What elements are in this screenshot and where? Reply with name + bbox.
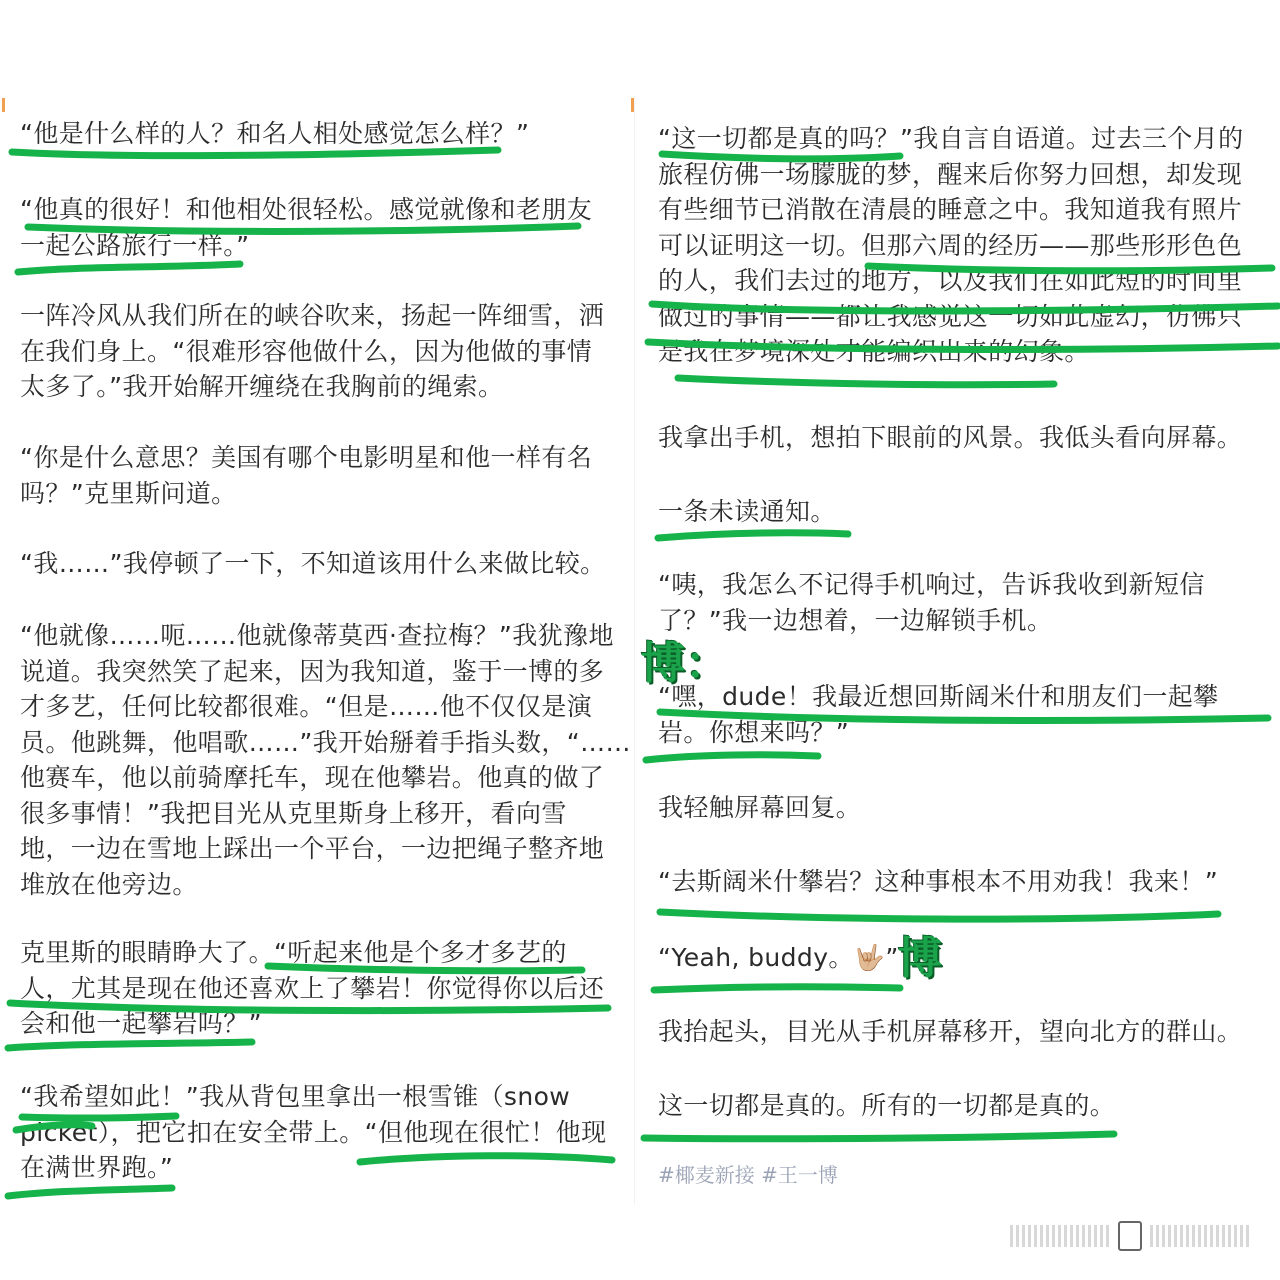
- text-line: 他赛车，他以前骑摩托车，现在他攀岩。他真的做了: [20, 763, 605, 792]
- text-line: 才多艺，任何比较都很难。“但是……他不仅仅是演: [20, 692, 593, 721]
- right-corner-mark: [631, 98, 634, 112]
- text-line: 会和他一起攀岩吗？”: [20, 1009, 262, 1038]
- text-line: 可以证明这一切。但那六周的经历——那些形形色色: [658, 230, 1243, 260]
- text-line: 了？”我一边想着，一边解锁手机。: [658, 605, 1053, 635]
- text-line: “他就像……呃……他就像蒂莫西·查拉梅？”我犹豫地: [20, 621, 614, 650]
- text-line: 员。他跳舞，他唱歌……”我开始掰着手指头数，“……: [20, 727, 631, 757]
- hashtag-line: #椰麦新接 #王一博: [658, 1163, 838, 1187]
- text-line: 一起公路旅行一样。”: [20, 230, 250, 260]
- paragraph: [20, 1079, 607, 1186]
- text-line: 在满世界跑。”: [20, 1153, 174, 1182]
- text-line: 岩。你想来吗？”: [658, 717, 850, 747]
- paragraph: [658, 121, 1244, 370]
- text-line: 一阵冷风从我们所在的峡谷吹来，扬起一阵细雪，洒: [20, 301, 605, 330]
- text-line: 我抬起头，目光从手机屏幕移开，望向北方的群山。: [658, 1017, 1243, 1046]
- text-line: 很多事情！”我把目光从克里斯身上移开，看向雪: [20, 798, 567, 828]
- text-line: 我轻触屏幕回复。: [658, 793, 862, 822]
- text-line: 堆放在他旁边。: [20, 869, 198, 899]
- text-line: “他真的很好！和他相处很轻松。感觉就像和老朋友: [20, 195, 593, 224]
- paragraph: [658, 567, 1205, 638]
- text-line: 我拿出手机，想拍下眼前的风景。我低头看向屏幕。: [658, 423, 1243, 452]
- annotation-bo: 博: [898, 933, 942, 984]
- paragraph: [658, 864, 1218, 900]
- paragraph: [20, 935, 604, 1042]
- text-line: 地，一边在雪地上踩出一个平台，一边把绳子整齐地: [20, 834, 605, 863]
- text-line: “嘿，dude！我最近想回斯阔米什和朋友们一起攀: [658, 682, 1219, 711]
- text-line: 在我们身上。“很难形容他做什么，因为他做的事情: [20, 336, 593, 366]
- paragraph: [20, 192, 592, 263]
- text-line: “他是什么样的人？和名人相处感觉怎么样？”: [20, 119, 530, 148]
- left-corner-mark: [2, 98, 5, 112]
- text-line: “咦，我怎么不记得手机响过，告诉我收到新短信: [658, 570, 1205, 599]
- right-page: [640, 0, 1280, 1280]
- text-line: 有些细节已消散在清晨的睡意之中。我知道我有照片: [658, 195, 1243, 224]
- text-line: 旅程仿佛一场朦胧的梦，醒来后你努力回想，却发现: [658, 159, 1243, 189]
- paragraph: [658, 790, 861, 826]
- annotation-bo-colon: 博：: [641, 638, 729, 689]
- text-line: 说道。我突然笑了起来，因为我知道，鉴于一博的多: [20, 656, 605, 686]
- watermark-bar-right: [1150, 1225, 1250, 1247]
- text-line: 太多了。”我开始解开缠绕在我胸前的绳索。: [20, 372, 504, 401]
- paragraph: [658, 940, 899, 976]
- paragraph: [20, 618, 631, 902]
- text-line: “我……”我停顿了一下，不知道该用什么来做比较。: [20, 549, 606, 578]
- text-line: 做过的事情——都让我感觉这一切如此虚幻，仿佛只: [658, 301, 1243, 331]
- text-line: 吗？”克里斯问道。: [20, 478, 237, 508]
- watermark-bar-left: [1010, 1225, 1110, 1247]
- paragraph: [658, 1014, 1242, 1050]
- text-line: “我希望如此！”我从背包里拿出一根雪锥（snow: [20, 1082, 571, 1111]
- paragraph: [658, 420, 1242, 456]
- text-line: picket），把它扣在安全带上。“但他现在很忙！他现: [20, 1117, 607, 1147]
- paragraph: [658, 1088, 1115, 1124]
- text-line: “Yeah, buddy。🤟🏼”: [658, 943, 899, 972]
- text-line: “去斯阔米什攀岩？这种事根本不用劝我！我来！”: [658, 867, 1219, 896]
- paragraph: [20, 116, 529, 152]
- paragraph: [658, 494, 836, 530]
- text-line: 是我在梦境深处才能编织出来的幻象。: [658, 337, 1090, 366]
- watermark-logo: [1118, 1221, 1142, 1251]
- text-line: 的人，我们去过的地方，以及我们在如此短的时间里: [658, 266, 1243, 295]
- text-line: 克里斯的眼睛睁大了。“听起来他是个多才多艺的: [20, 938, 567, 967]
- paragraph: [20, 546, 606, 582]
- text-line: 一条未读通知。: [658, 497, 836, 526]
- paragraph: [20, 298, 604, 405]
- paragraph: [20, 440, 592, 511]
- column-divider: [634, 95, 635, 1205]
- text-line: 人，尤其是现在他还喜欢上了攀岩！你觉得你以后还: [20, 973, 605, 1003]
- watermark: [1010, 1219, 1250, 1253]
- text-line: “这一切都是真的吗？”我自言自语道。过去三个月的: [658, 124, 1244, 153]
- text-line: 这一切都是真的。所有的一切都是真的。: [658, 1091, 1116, 1120]
- text-line: “你是什么意思？美国有哪个电影明星和他一样有名: [20, 443, 593, 472]
- paragraph: [658, 679, 1219, 750]
